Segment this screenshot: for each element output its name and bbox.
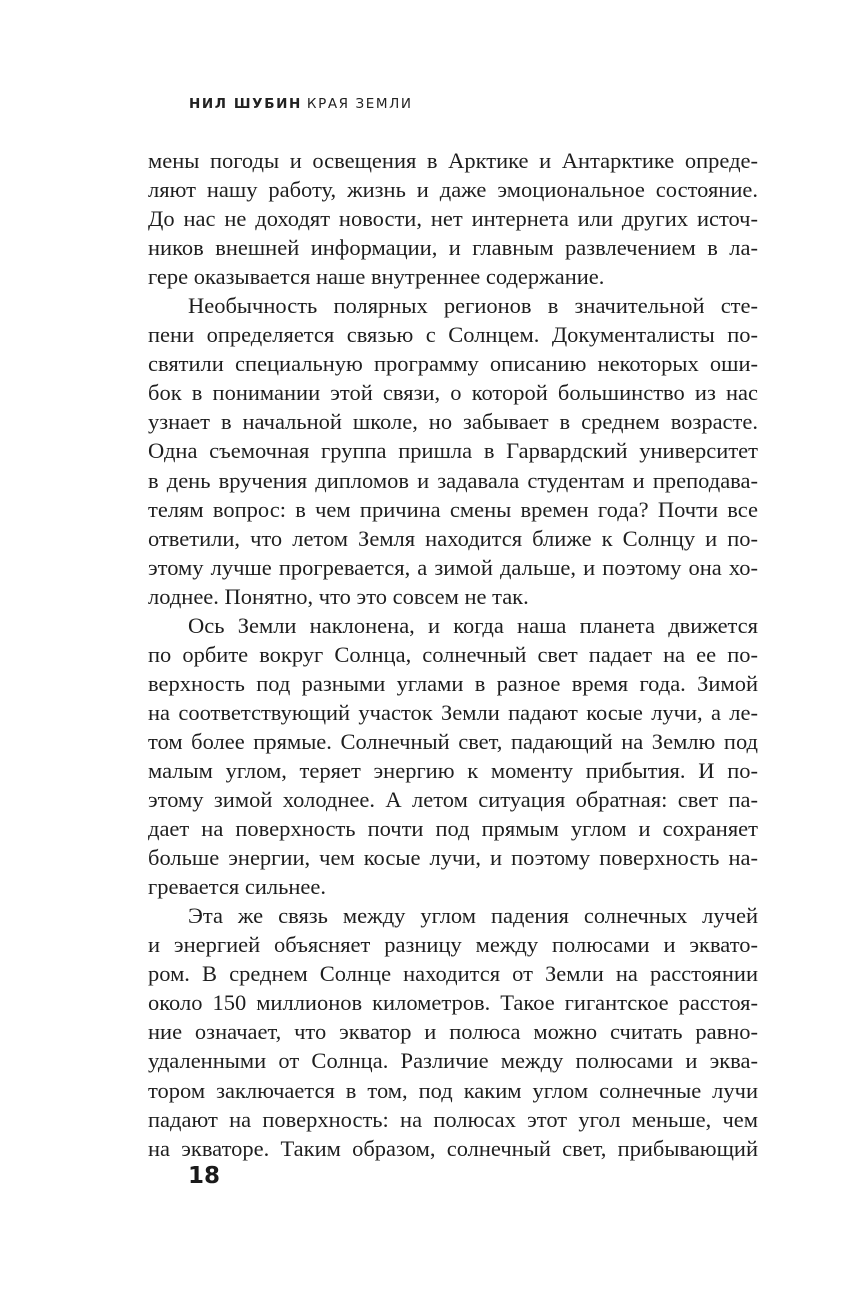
text-line: том более прямые. Солнечный свет, падающий на Землю под [148, 728, 758, 754]
text-line: этому зимой холоднее. А летом ситуация обратная: свет па- [148, 787, 758, 813]
text-line: около 150 миллионов километров. Такое гигантское расстоя- [148, 990, 758, 1016]
text-line: этому лучше прогревается, а зимой дальше, и поэтому она хо- [148, 554, 758, 580]
text-line: и энергией объясняет разницу между полюсами и эквато- [148, 932, 758, 958]
text-line: верхность под разными углами в разное время года. Зимой [148, 670, 758, 696]
text-line: на экваторе. Таким образом, солнечный свет, прибывающий [148, 1135, 758, 1161]
text-line: малым углом, теряет энергию к моменту прибытия. И по- [148, 757, 758, 783]
text-line: святили специальную программу описанию некоторых оши- [148, 351, 758, 377]
paragraph [148, 611, 758, 901]
running-head-author: НИЛ ШУБИН [189, 96, 302, 112]
body-text [148, 146, 758, 1163]
text-line: телям вопрос: в чем причина смены времен года? Почти все [148, 496, 758, 522]
page-number: 18 [188, 1163, 221, 1189]
text-line: бок в понимании этой связи, о которой большинство из нас [148, 380, 758, 406]
text-line: Одна съемочная группа пришла в Гарвардский университет [148, 438, 758, 464]
text-line: гревается сильнее. [148, 874, 326, 900]
text-line: по орбите вокруг Солнца, солнечный свет падает на ее по- [148, 641, 758, 667]
running-head-book-title: КРАЯ ЗЕМЛИ [306, 96, 413, 112]
text-line: Необычность полярных регионов в значительной сте- [188, 293, 758, 319]
paragraph [148, 901, 758, 1162]
text-line: ром. В среднем Солнце находится от Земли на расстоянии [148, 961, 758, 987]
text-line: ние означает, что экватор и полюса можно считать равно- [148, 1019, 758, 1045]
text-line: больше энергии, чем косые лучи, и поэтому поверхность на- [148, 845, 758, 871]
text-line: падают на поверхность: на полюсах этот угол меньше, чем [148, 1106, 758, 1132]
paragraph [148, 291, 758, 611]
text-line: тором заключается в том, под каким углом солнечные лучи [148, 1077, 758, 1103]
text-line: гере оказывается наше внутреннее содержание. [148, 264, 605, 290]
text-line: дает на поверхность почти под прямым углом и сохраняет [148, 816, 758, 842]
text-line: в день вручения дипломов и задавала студентам и преподава- [148, 467, 758, 493]
text-line: ляют нашу работу, жизнь и даже эмоциональное состояние. [148, 177, 758, 203]
text-line: мены погоды и освещения в Арктике и Антарктике опреде- [148, 148, 758, 173]
text-line: узнает в начальной школе, но забывает в среднем возрасте. [148, 409, 758, 435]
text-line: лоднее. Понятно, что это совсем не так. [148, 583, 529, 609]
text-line: До нас не доходят новости, нет интернета или других источ- [148, 206, 758, 232]
text-line: удаленными от Солнца. Различие между полюсами и эква- [148, 1048, 758, 1074]
text-line: ников внешней информации, и главным развлечением в ла- [148, 235, 758, 261]
paragraph [148, 146, 758, 291]
text-line: на соответствующий участок Земли падают косые лучи, а ле- [148, 699, 758, 725]
text-line: ответили, что летом Земля находится ближе к Солнцу и по- [148, 525, 758, 551]
running-head [189, 96, 413, 112]
text-line: Эта же связь между углом падения солнечных лучей [188, 903, 758, 929]
text-line: пени определяется связью с Солнцем. Документалисты по- [148, 322, 758, 348]
text-line: Ось Земли наклонена, и когда наша планета движется [188, 612, 758, 638]
